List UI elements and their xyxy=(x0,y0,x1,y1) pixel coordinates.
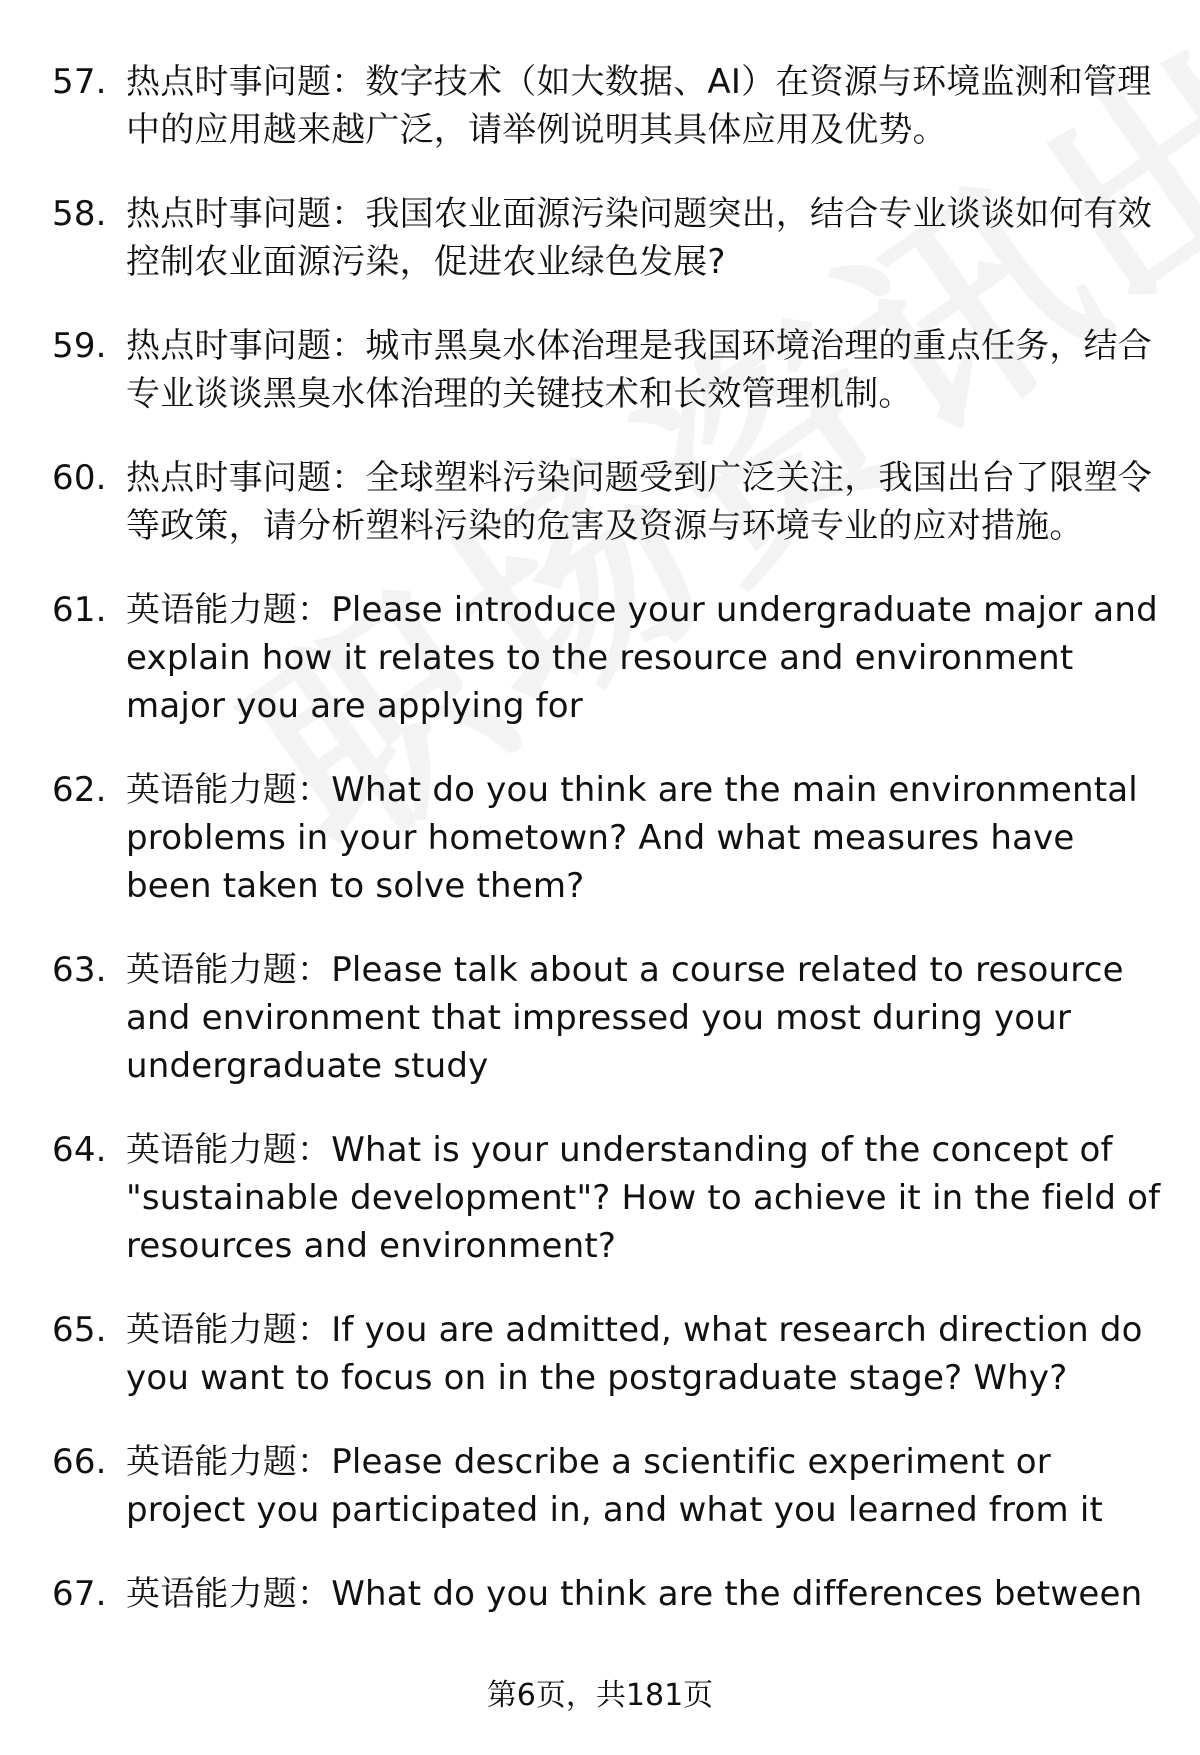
question-text: 英语能力题：Please describe a scientific experiment or project you participated in, and what you learned from it xyxy=(126,1442,1103,1530)
question-text: 热点时事问题：数字技术（如大数据、AI）在资源与环境监测和管理中的应用越来越广泛，请举例说明其具体应用及优势。 xyxy=(126,62,1152,150)
question-number: 64. xyxy=(52,1130,107,1170)
question-text: 英语能力题：Please talk about a course related to resource and environment that impressed you most during your undergraduate study xyxy=(126,950,1124,1086)
question-text: 英语能力题：If you are admitted, what research direction do you want to focus on in the postgraduate stage? Why? xyxy=(126,1310,1143,1398)
question-text: 热点时事问题：我国农业面源污染问题突出，结合专业谈谈如何有效控制农业面源污染，促进农业绿色发展? xyxy=(126,194,1152,282)
question-text: 英语能力题：What do you think are the main environmental problems in your hometown? And what measures have been taken to solve them? xyxy=(126,770,1138,906)
question-number: 62. xyxy=(52,770,107,810)
question-text: 英语能力题：Please introduce your undergraduate major and explain how it relates to the resource and environment major you are applying for xyxy=(126,590,1158,726)
question-number: 61. xyxy=(52,590,107,630)
question-item xyxy=(52,58,1162,154)
question-item xyxy=(52,190,1162,286)
question-text: 英语能力题：What do you think are the differences between xyxy=(126,1574,1143,1614)
question-item xyxy=(52,766,1162,910)
question-item xyxy=(52,1306,1162,1402)
question-number: 67. xyxy=(52,1574,107,1614)
question-item xyxy=(52,946,1162,1090)
question-item xyxy=(52,454,1162,550)
question-item xyxy=(52,586,1162,730)
question-number: 59. xyxy=(52,326,107,366)
page-indicator: 第6页，共181页 xyxy=(486,1678,714,1713)
question-number: 57. xyxy=(52,62,107,102)
question-number: 65. xyxy=(52,1310,107,1350)
question-text: 热点时事问题：全球塑料污染问题受到广泛关注，我国出台了限塑令等政策，请分析塑料污染的危害及资源与环境专业的应对措施。 xyxy=(126,458,1152,546)
question-number: 66. xyxy=(52,1442,107,1482)
question-item xyxy=(52,1570,1162,1618)
question-text: 英语能力题：What is your understanding of the concept of "sustainable development"? How to achieve it in the field of resources and environment? xyxy=(126,1130,1161,1266)
question-item xyxy=(52,1126,1162,1270)
question-item xyxy=(52,1438,1162,1534)
question-number: 58. xyxy=(52,194,107,234)
question-item xyxy=(52,322,1162,418)
question-text: 热点时事问题：城市黑臭水体治理是我国环境治理的重点任务，结合专业谈谈黑臭水体治理的关键技术和长效管理机制。 xyxy=(126,326,1152,414)
question-number: 63. xyxy=(52,950,107,990)
question-list xyxy=(52,58,1162,1654)
question-number: 60. xyxy=(52,458,107,498)
